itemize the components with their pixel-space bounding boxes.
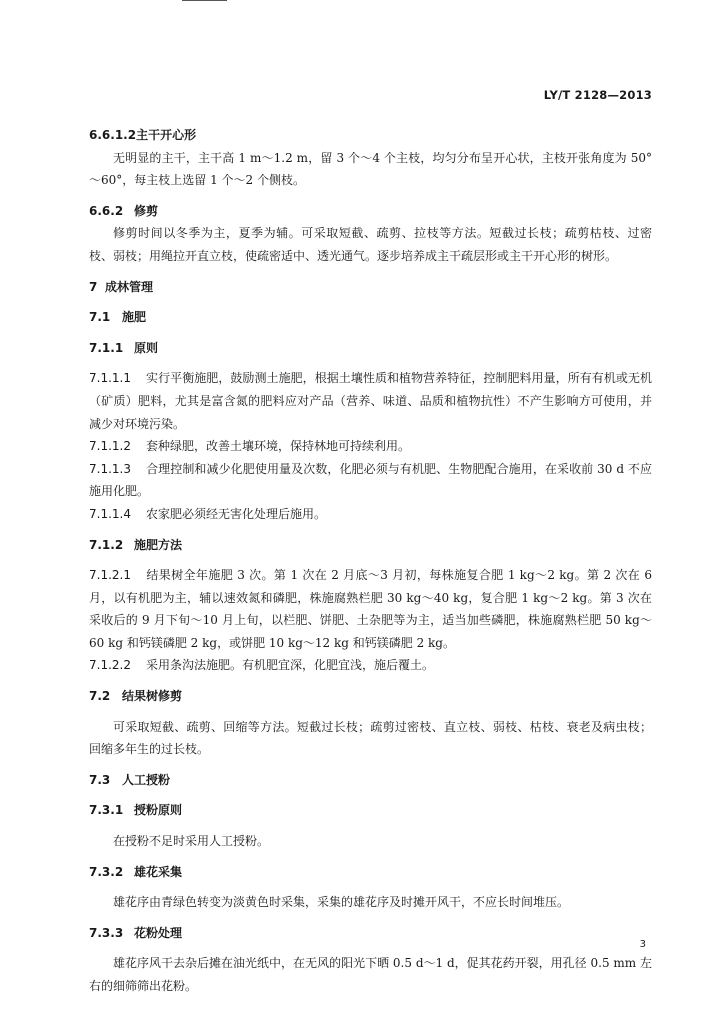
clause-number: 7.1.1.4 [89, 506, 131, 521]
paragraph-7-3-2: 雄花序由青绿色转变为淡黄色时采集，采集的雄花序及时摊开风干，不应长时间堆压。 [113, 895, 570, 910]
heading-6-6-2 [89, 200, 652, 223]
heading-7-3-2 [89, 861, 652, 884]
clause-text: 合理控制和减少化肥使用量及次数，化肥必须与有机肥、生物肥配合施用，在采收前 30 d 不应施用化肥。 [89, 461, 652, 499]
heading-title: 结果树修剪 [122, 689, 183, 704]
document-body [89, 124, 652, 998]
document-code: LY/T 2128—2013 [543, 88, 652, 102]
heading-title: 授粉原则 [134, 803, 183, 818]
clause-number: 7.1.1.3 [89, 461, 131, 476]
heading-number: 7.1.2 [89, 537, 124, 552]
heading-title: 主干开心形 [136, 128, 197, 142]
heading-number: 7.3.2 [89, 864, 124, 879]
heading-7-2 [89, 685, 652, 708]
heading-7-1 [89, 306, 652, 329]
heading-title: 施肥方法 [134, 537, 183, 552]
clause-text: 农家肥必须经无害化处理后施用。 [146, 506, 327, 521]
clause-text: 采用条沟法施肥。有机肥宜深，化肥宜浅，施后覆土。 [146, 658, 435, 673]
heading-7 [89, 276, 652, 299]
heading-number: 7.2 [89, 689, 111, 704]
clause-text: 套种绿肥，改善土壤环境，保持林地可持续利用。 [146, 439, 411, 454]
clause-number: 7.1.1.2 [89, 439, 131, 454]
heading-title: 原则 [134, 340, 159, 355]
heading-number: 7.1 [89, 310, 111, 325]
clause-7-1-1-2 [89, 435, 652, 458]
heading-number: 7.3.3 [89, 925, 124, 940]
clause-7-1-1-1 [89, 367, 652, 435]
clause-text: 实行平衡施肥，鼓励测土施肥，根据土壤性质和植物营养特征，控制肥料用量，所有有机或无机（矿质）肥料，尤其是富含氮的肥料应对产品（营养、味道、品质和植物抗性）不产生影响方可使用，并减少对环境污染。 [89, 371, 652, 431]
heading-7-3 [89, 769, 652, 792]
top-rule [182, 0, 227, 1]
heading-number: 6.6.1.2 [89, 128, 137, 142]
clause-7-1-1-3 [89, 458, 652, 503]
clause-number: 7.1.2.1 [89, 568, 131, 583]
clause-7-1-2-1 [89, 564, 652, 654]
heading-title: 雄花采集 [134, 864, 183, 879]
paragraph-6-6-2: 修剪时间以冬季为主，夏季为辅。可采取短截、疏剪、拉枝等方法。短截过长枝；疏剪枯枝、过密枝、弱枝；用绳拉开直立枝，使疏密适中、透光通气。逐步培养成主干疏层形或主干开心形的树形。 [89, 226, 652, 263]
heading-6-6-1-2 [89, 124, 652, 147]
paragraph-6-6-1-2: 无明显的主干，主干高 1 m～1.2 m，留 3 个～4 个主枝，均匀分布呈开心状，主枝开张角度为 50°～60°，每主枝上选留 1 个～2 个侧枝。 [89, 150, 652, 188]
heading-number: 7.1.1 [89, 340, 124, 355]
paragraph-7-3-1: 在授粉不足时采用人工授粉。 [113, 834, 270, 849]
paragraph-7-2: 可采取短截、疏剪、回缩等方法。短截过长枝；疏剪过密枝、直立枝、弱枝、枯枝、衰老及病虫枝；回缩多年生的过长枝。 [89, 719, 652, 757]
heading-number: 7.3.1 [89, 803, 124, 818]
heading-title: 成林管理 [105, 279, 154, 294]
heading-title: 施肥 [122, 310, 147, 325]
heading-title: 修剪 [134, 203, 159, 218]
heading-7-3-3 [89, 922, 652, 945]
heading-title: 花粉处理 [134, 925, 183, 940]
heading-number: 6.6.2 [89, 203, 124, 218]
clause-text: 结果树全年施肥 3 次。第 1 次在 2 月底～3 月初，每株施复合肥 1 kg～2 kg。第 2 次在 6 月，以有机肥为主，辅以速效氮和磷肥，株施腐熟栏肥 30 kg～40 kg，复合肥 1 kg～2 kg。第 3 次在采收后的 9 月下旬～10 月上旬，以栏肥、饼肥、土杂肥等为主，适当加些磷肥，株施腐熟栏肥 50 kg～60 kg 和钙镁磷肥 2 kg，或饼肥 10 kg～12 kg 和钙镁磷肥 2 kg。 [89, 568, 652, 650]
clause-number: 7.1.1.1 [89, 371, 131, 386]
clause-number: 7.1.2.2 [89, 658, 131, 673]
heading-7-1-1 [89, 337, 652, 360]
clause-7-1-1-4 [89, 503, 652, 526]
clause-7-1-2-2 [89, 654, 652, 677]
heading-title: 人工授粉 [122, 772, 171, 787]
heading-number: 7 [89, 279, 98, 294]
heading-7-3-1 [89, 799, 652, 822]
heading-7-1-2 [89, 534, 652, 557]
page-number: 3 [639, 939, 646, 950]
paragraph-7-3-3: 雄花序风干去杂后摊在油光纸中，在无风的阳光下晒 0.5 d～1 d，促其花药开裂，用孔径 0.5 mm 左右的细筛筛出花粉。 [89, 956, 652, 993]
heading-number: 7.3 [89, 772, 111, 787]
